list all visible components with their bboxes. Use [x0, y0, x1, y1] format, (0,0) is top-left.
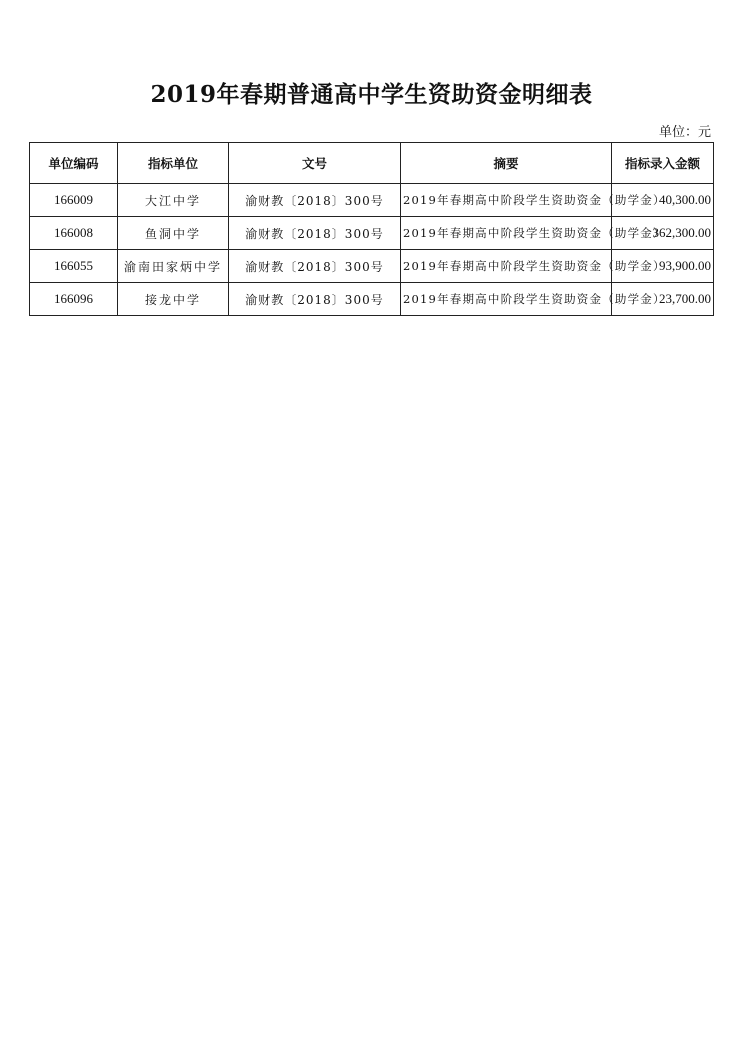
- cell-unit-code: 166055: [30, 250, 118, 283]
- cell-unit-name: 大江中学: [118, 184, 229, 217]
- cell-unit-name: 鱼洞中学: [118, 217, 229, 250]
- cell-unit-name: 接龙中学: [118, 283, 229, 316]
- cell-document-number: 渝财教〔2018〕300号: [229, 283, 401, 316]
- cell-amount: 40,300.00: [612, 184, 714, 217]
- cell-summary: 2019年春期高中阶段学生资助资金（助学金）: [401, 217, 612, 250]
- header-summary: 摘要: [401, 143, 612, 184]
- currency-unit-label: 单位：元: [658, 125, 711, 140]
- cell-document-number: 渝财教〔2018〕300号: [229, 217, 401, 250]
- cell-unit-code: 166008: [30, 217, 118, 250]
- cell-document-number: 渝财教〔2018〕300号: [229, 184, 401, 217]
- table-row: [30, 184, 714, 217]
- cell-amount: 93,900.00: [612, 250, 714, 283]
- cell-summary: 2019年春期高中阶段学生资助资金（助学金）: [401, 250, 612, 283]
- header-document-number: 文号: [229, 143, 401, 184]
- document-title: 2019年春期普通高中学生资助资金明细表: [150, 81, 593, 108]
- table-row: [30, 250, 714, 283]
- header-unit-code: 单位编码: [30, 143, 118, 184]
- cell-unit-name: 渝南田家炳中学: [118, 250, 229, 283]
- table-row: [30, 283, 714, 316]
- cell-document-number: 渝财教〔2018〕300号: [229, 250, 401, 283]
- cell-summary: 2019年春期高中阶段学生资助资金（助学金）: [401, 184, 612, 217]
- header-amount: 指标录入金额: [612, 143, 714, 184]
- table-row: [30, 217, 714, 250]
- cell-summary: 2019年春期高中阶段学生资助资金（助学金）: [401, 283, 612, 316]
- cell-amount: 362,300.00: [612, 217, 714, 250]
- cell-unit-code: 166009: [30, 184, 118, 217]
- table-header-row: [30, 143, 714, 184]
- funding-detail-table: [29, 142, 714, 316]
- cell-unit-code: 166096: [30, 283, 118, 316]
- cell-amount: 23,700.00: [612, 283, 714, 316]
- header-unit-name: 指标单位: [118, 143, 229, 184]
